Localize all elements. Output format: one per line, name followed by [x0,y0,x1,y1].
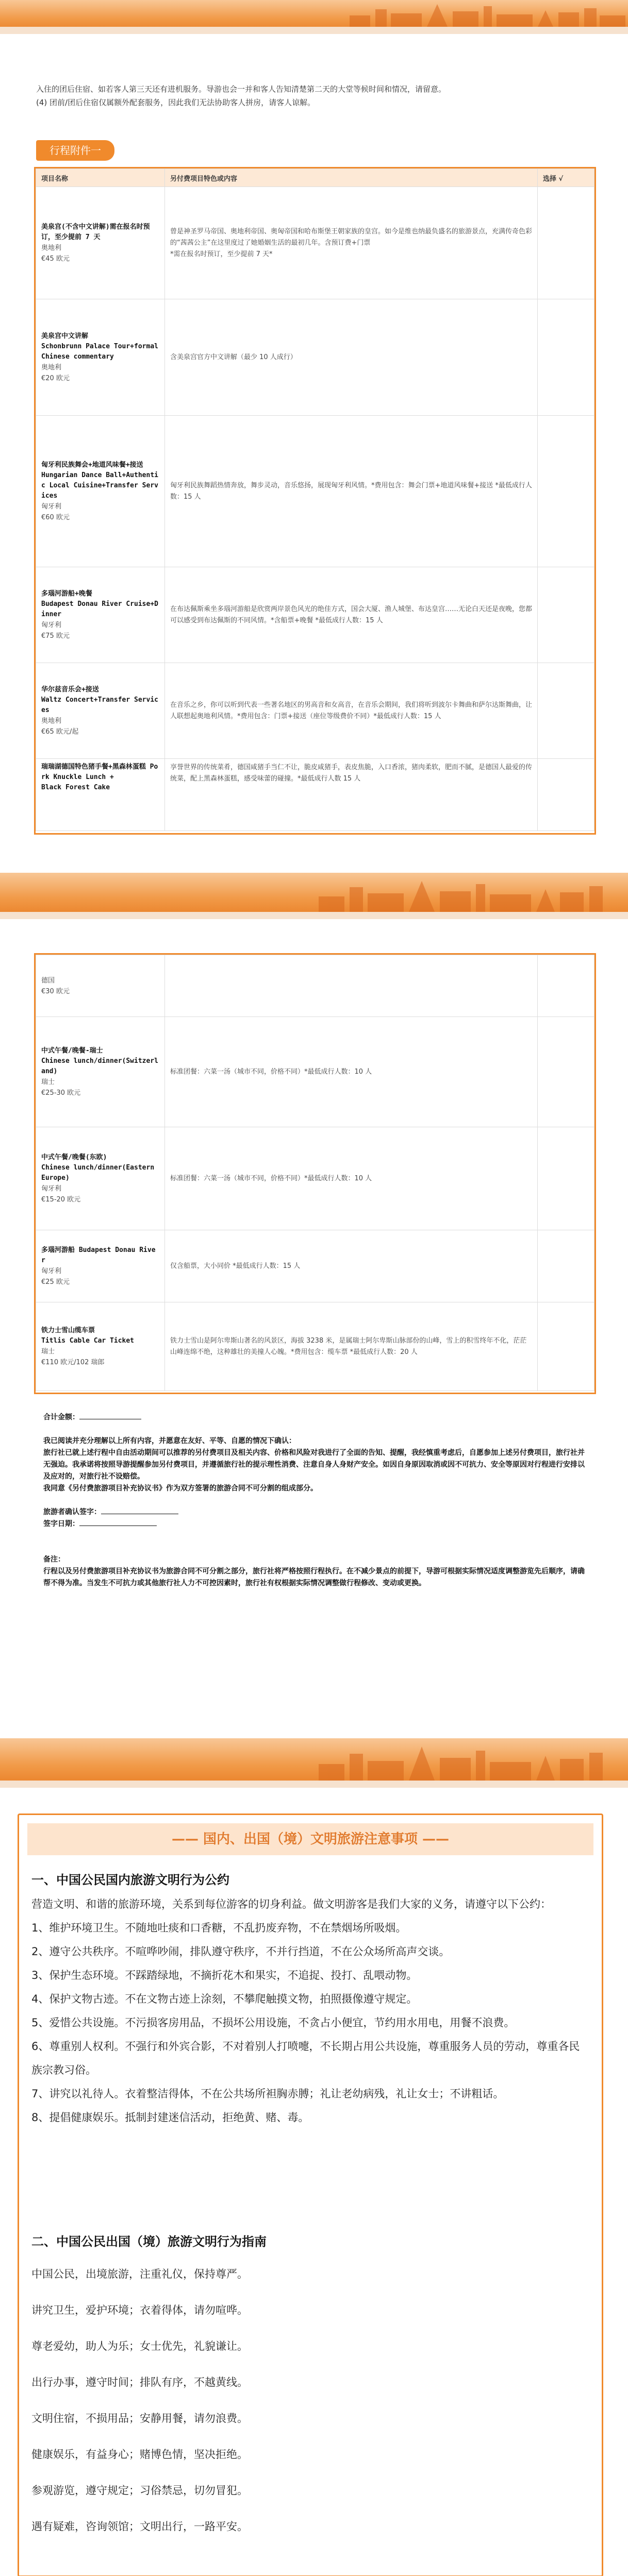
item-country: 奥地利 [41,363,62,371]
item-desc: 在音乐之乡，你可以听到代表一些著名地区的男高音和女高音，在音乐会期间，我们将听到波尔卡舞曲和萨尔达斯舞曲，让人联想起奥地利风情。*费用包含：门票+接送（座位等级费价不同）*最低成行人数：15 人 [165,663,538,759]
column-header: 选择 √ [538,169,594,187]
contract-statement: 我同意《另付费旅游项目补充协议书》作为双方签署的旅游合同不可分割的组成部分。 [43,1484,318,1493]
section-tag: 行程附件一 [36,140,114,161]
itinerary-table [36,168,594,831]
intro-line: (4) 团前/团后住宿仅属额外配套服务，因此我们无法协助客人拼房，请客人谅解。 [36,98,316,107]
city-skyline-icon [308,1741,628,1781]
remark-text: 行程以及另付费旅游项目补充协议书为旅游合同不可分割之部分，旅行社将严格按照行程执行。在不减少景点的前提下，导游可根据实际情况适度调整游览先后顺序，请确帮不得为准。当发生不可抗力或其他旅行社人力不可控因素时，旅行社有权根据实际情况调整做行程修改、变动或更换。 [43,1567,585,1587]
item-name: 美泉宫中文讲解 Schonbrunn Palace Tour+formal Chinese commentary [41,332,158,361]
item-price: €20 欧元 [41,374,70,382]
table-row [36,567,594,663]
select-cell[interactable] [538,1017,594,1127]
item-name: 匈牙利民族舞会+地道风味餐+接送 Hungarian Dance Ball+Authentic Local Cuisine+Transfer Services [41,461,158,500]
notice-item: 7、讲究以礼待人。衣着整洁得体，不在公共场所袒胸赤膊；礼让老幼病残，礼让女士；不讲粗话。 [31,2088,504,2100]
item-country: 德国 [41,976,55,985]
item-name: 铁力士雪山缆车票 Titlis Cable Car Ticket [41,1326,135,1345]
item-desc: 标准团餐：六菜一汤（城市不同，价格不同）*最低成行人数：10 人 [165,1017,538,1127]
notice-section-2 [31,2256,589,2545]
item-desc: 在布达佩斯乘坐多瑙河游船是欣赏两岸景色风光的绝佳方式，国会大厦、渔人城堡、布达皇宫……无论白天还是夜晚，您都可以感受到布达佩斯的不同风情。*含船票+晚餐 *最低成行人数：15 人 [165,567,538,663]
intro-line: 入住的团后住宿、如若客人第三天还有进机服务。导游也会一并和客人告知清楚第二天的大堂等候时间和情况，请留意。 [36,84,447,94]
item-country: 匈牙利 [41,502,62,511]
item-name: 华尔兹音乐会+接送 Waltz Concert+Transfer Services [41,685,158,714]
item-price: €65 欧元/起 [41,727,79,736]
city-skyline-icon [339,0,628,27]
notice-guide-line: 遇有疑难，咨询领馆；文明出行，一路平安。 [31,2520,248,2533]
table-header-row [36,169,594,187]
city-skyline-icon [308,876,628,912]
page-break-banner [0,873,628,919]
select-cell[interactable] [538,1127,594,1230]
notice-item: 3、保护生态环境。不踩踏绿地，不摘折花木和果实，不追捉、投打、乱喂动物。 [31,1969,418,1981]
table-row [36,1017,594,1127]
notice-item: 2、遵守公共秩序。不喧哗吵闹，排队遵守秩序，不并行挡道，不在公众场所高声交谈。 [31,1945,450,1958]
notice-guide-line: 中国公民，出境旅游，注重礼仪，保持尊严。 [31,2268,248,2280]
select-cell[interactable] [538,1302,594,1391]
select-cell[interactable] [538,299,594,416]
item-name: 中式午餐/晚餐-瑞士 Chinese lunch/dinner(Switzerland) [41,1046,158,1075]
item-price: €25-30 欧元 [41,1089,81,1097]
notice-banner [0,1738,628,1788]
item-name: 多瑙河游船+晚餐 Budapest Donau River Cruise+Dinner [41,589,158,618]
item-desc: 含美泉宫官方中文讲解（最少 10 人成行） [165,299,538,416]
item-price: €75 欧元 [41,632,70,640]
item-name: 中式午餐/晚餐(东欧) Chinese lunch/dinner(Eastern Europe) [41,1153,155,1182]
confirm-statement: 我已阅读并充分理解以上所有内容，并愿意在友好、平等、自愿的情况下确认： [43,1437,296,1445]
table-row [36,187,594,299]
notice-title: —— 国内、出国（境）文明旅游注意事项 —— [27,1823,593,1855]
table-row [36,299,594,416]
notice-section-1 [31,1892,589,2129]
select-cell[interactable] [538,1230,594,1302]
top-banner [0,0,628,34]
item-country: 匈牙利 [41,621,62,629]
itinerary-table-frame [34,167,596,835]
item-country: 匈牙利 [41,1184,62,1193]
item-desc: 曾是神圣罗马帝国、奥地利帝国、奥匈帝国和哈布斯堡王朝家族的皇宫。如今是维也纳最负盛名的旅游景点，充满传奇色彩的“茜茜公主”在这里度过了她婚姻生活的最初几年。含预订费+门票 *需在报名时预订，至少提前 7 天* [165,187,538,299]
item-name: 瑞瑞湖德国特色猪手餐+黑森林蛋糕 Pork Knuckle Lunch + Black Forest Cake [41,763,158,791]
item-price: €45 欧元 [41,255,70,263]
item-price: €30 欧元 [41,987,70,995]
signature-line[interactable]: 旅游者确认签字： [43,1506,590,1518]
select-cell[interactable] [538,567,594,663]
item-country: 奥地利 [41,717,62,725]
notice-box [18,1814,603,2576]
notice-heading-2: 二、中国公民出国（境）旅游文明行为指南 [31,2234,267,2249]
notice-heading-1: 一、中国公民国内旅游文明行为公约 [31,1873,229,1887]
notice-guide-line: 讲究卫生，爱护环境；衣着得体，请勿喧哗。 [31,2304,248,2316]
table-row [36,1127,594,1230]
item-desc: 标准团餐：六菜一汤（城市不同，价格不同）*最低成行人数：10 人 [165,1127,538,1230]
notice-guide-line: 出行办事，遵守时间；排队有序，不越黄线。 [31,2376,248,2388]
item-country: 瑞士 [41,1347,55,1355]
notice-item: 8、提倡健康娱乐。抵制封建迷信活动，拒绝黄、赌、毒。 [31,2111,309,2124]
summary-block [43,1412,590,1589]
item-desc: 仅含船票，大小同价 *最低成行人数：15 人 [165,1230,538,1302]
notice-guide-line: 参观游览，遵守规定；习俗禁忌，切勿冒犯。 [31,2484,248,2497]
remark-title: 备注： [43,1555,65,1564]
confirm-statement: 旅行社已就上述行程中自由活动期间可以推荐的另付费项目及相关内容、价格和风险对我进行了全面的告知、提醒，我经慎重考虑后，自愿参加上述另付费项目，旅行社并无强迫。我承诺将按照导游提醒参加另付费项目，并遵循旅行社的提示理性消费、注意自身人身财产安全。如因自身原因取消或因不可抗力、安全等原因对行程进行安排以及应对的，对旅行社不设赔偿。 [43,1449,585,1481]
item-desc: 享誉世界的传统菜肴，德国咸猪手当仁不让，脆皮咸猪手，表皮焦脆，入口香浓，猪肉柔软，肥而不腻，是德国人最爱的传统菜，配上黑森林蛋糕，感受味蕾的碰撞。*最低成行人数 15 人 [165,759,538,831]
date-line[interactable]: 签字日期： [43,1518,590,1530]
table-row [36,955,594,1017]
notice-guide-line: 健康娱乐，有益身心；赌博色情，坚决拒绝。 [31,2448,248,2461]
select-cell[interactable] [538,187,594,299]
itinerary-table-frame-continued [34,953,596,1394]
item-price: €15-20 欧元 [41,1195,81,1204]
item-country: 奥地利 [41,244,62,252]
notice-guide-line: 文明住宿，不损用品；安静用餐，请勿浪费。 [31,2412,248,2425]
notice-item: 5、爱惜公共设施。不污损客房用品，不损坏公用设施，不贪占小便宜，节约用水用电，用餐不浪费。 [31,2016,515,2029]
notice-item: 4、保护文物古迹。不在文物古迹上涂刻，不攀爬触摸文物，拍照摄像遵守规定。 [31,1993,418,2005]
table-row [36,663,594,759]
table-row [36,759,594,831]
select-cell[interactable] [538,759,594,831]
table-row [36,1302,594,1391]
select-cell[interactable] [538,955,594,1017]
notice-item: 6、尊重别人权利。不强行和外宾合影，不对着别人打喷嚏，不长期占用公共设施，尊重服务人员的劳动，尊重各民族宗教习俗。 [31,2040,580,2076]
item-price: €60 欧元 [41,513,70,521]
notice-item: 1、维护环境卫生。不随地吐痰和口香糖，不乱扔废弃物，不在禁烟场所吸烟。 [31,1922,407,1934]
total-amount-label: 合计金额： [43,1412,590,1423]
column-header: 项目名称 [36,169,165,187]
item-country: 匈牙利 [41,1267,62,1275]
item-price: €25 欧元 [41,1278,70,1286]
item-country: 瑞士 [41,1078,55,1086]
item-desc: 匈牙利民族舞蹈热情奔放，舞步灵动，音乐悠扬，展现匈牙利风情。*费用包含：舞会门票+地道风味餐+接送 *最低成行人数：15 人 [165,416,538,567]
column-header: 另付费项目特色或内容 [165,169,538,187]
notice-guide-line: 尊老爱幼，助人为乐；女士优先，礼貌谦让。 [31,2340,248,2352]
select-cell[interactable] [538,663,594,759]
itinerary-table-continued [36,955,594,1391]
table-row [36,1230,594,1302]
select-cell[interactable] [538,416,594,567]
item-price: €110 欧元/102 瑞郎 [41,1358,105,1366]
item-name: 多瑙河游船 Budapest Donau River [41,1246,156,1264]
table-row [36,416,594,567]
item-desc: 铁力士雪山是阿尔卑斯山著名的风景区，海拔 3238 米，是属瑞士阿尔卑斯山脉部份的山峰，雪上的积雪终年不化，茫茫山峰连绵不绝，这种雄壮的美撞人心魄。*费用包含：缆车票 *最低成行人数：20 人 [165,1302,538,1391]
notice-lead: 营造文明、和谐的旅游环境，关系到每位游客的切身利益。做文明游客是我们大家的义务，请遵守以下公约： [31,1898,551,1910]
item-name: 美泉宫(不含中文讲解)需在报名时预订，至少提前 7 天 [41,223,150,241]
